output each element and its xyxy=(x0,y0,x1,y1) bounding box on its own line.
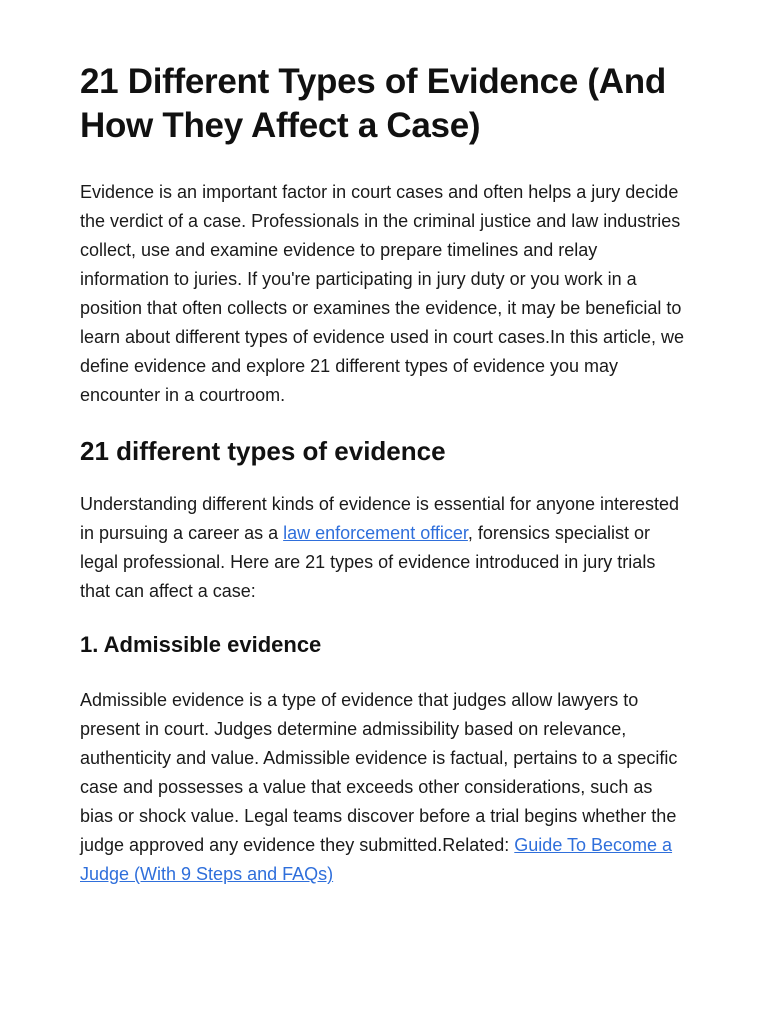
law-enforcement-officer-link[interactable]: law enforcement officer xyxy=(283,523,468,543)
judge-guide-link[interactable]: Guide To Become a Judge (With 9 Steps and FAQs) xyxy=(80,835,673,884)
section-paragraph xyxy=(80,490,690,606)
intro-paragraph: Evidence is an important factor in court cases and often helps a jury decide the verdict of a case. Professionals in the criminal justice and law industries collect, use and examine evidence to prepare timelines and relay information to juries. If you're participating in jury duty or you work in a position that often collects or examines the evidence, it may be beneficial to learn about different types of evidence used in court cases.In this article, we define evidence and explore 21 different types of evidence you may encounter in a courtroom. xyxy=(80,182,685,405)
section-heading: 21 different types of evidence xyxy=(80,436,446,466)
item-heading-admissible-evidence: 1. Admissible evidence xyxy=(80,632,322,657)
page-title: 21 Different Types of Evidence (And How They Affect a Case) xyxy=(80,62,666,145)
section-paragraph-text-before: Understanding different kinds of evidence is essential for anyone interested in pursuing a career as a xyxy=(80,494,680,543)
admissible-evidence-paragraph xyxy=(80,686,690,889)
admissible-evidence-text: Admissible evidence is a type of evidence that judges allow lawyers to present in court. Judges determine admissibility based on relevance, authenticity and value. Admissible evidence is factual, pertains to a specific case and possesses a value that exceeds other considerations, such as bias or shock value. Legal teams discover before a trial begins whether the judge approved any evidence they submitted.Related: xyxy=(80,690,678,855)
section-paragraph-text-after: , forensics specialist or legal professional. Here are 21 types of evidence introduced in jury trials that can affect a case: xyxy=(80,523,656,601)
